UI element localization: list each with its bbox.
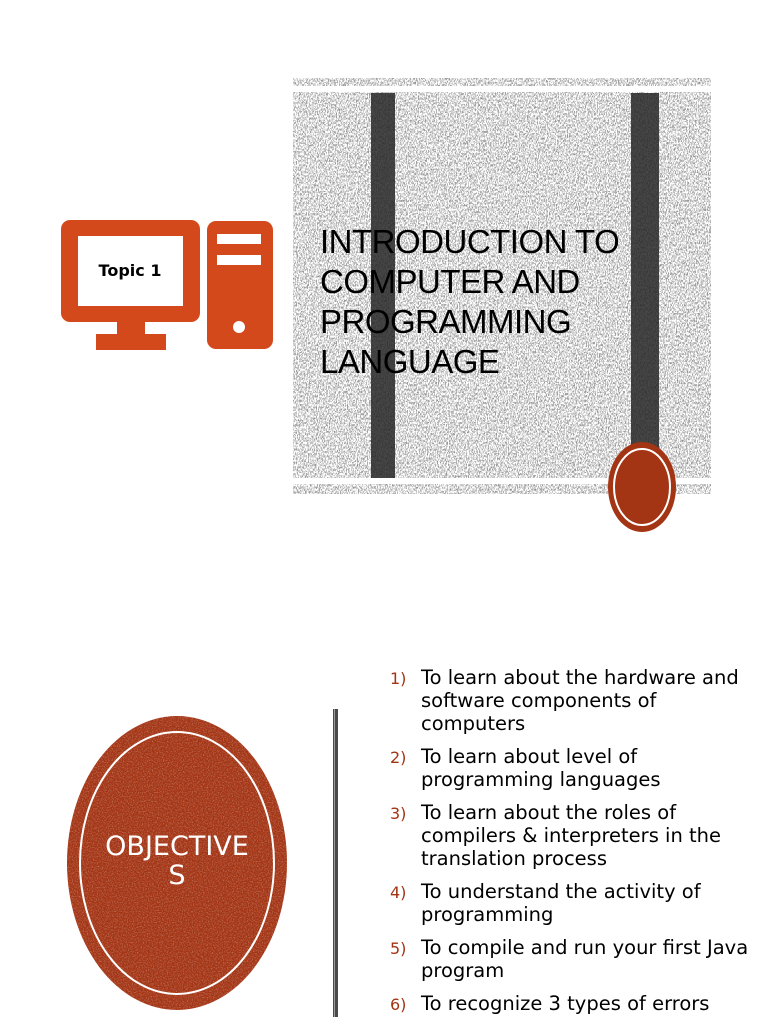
objective-text: To learn about level of programming languages [421,745,661,791]
objective-item [390,936,750,982]
objective-number: 5) [390,939,407,958]
small-medallion [607,441,677,533]
objective-text: To understand the activity of programming [421,880,701,926]
objective-item [390,745,750,791]
objective-item [390,880,750,926]
objective-text: To recognize 3 types of errors [421,992,710,1015]
objective-number: 1) [390,669,407,688]
objective-text: To compile and run your first Java program [421,936,749,982]
objective-text: To learn about the hardware and software components of computers [421,666,739,735]
objective-item [390,801,750,870]
objectives-heading: OBJECTIVE S [105,831,249,891]
slide-title: INTRODUCTION TO COMPUTER AND PROGRAMMING LANGUAGE [320,223,620,380]
objective-item [390,666,750,735]
topic-label: Topic 1 [98,260,162,280]
objective-item [390,992,750,1016]
objective-number: 6) [390,995,407,1014]
objective-text: To learn about the roles of compilers & interpreters in the translation process [421,801,722,870]
objectives-list [390,666,750,1026]
vertical-divider [333,709,338,1017]
objective-number: 4) [390,883,407,902]
objective-number: 3) [390,804,407,823]
objective-number: 2) [390,748,407,767]
